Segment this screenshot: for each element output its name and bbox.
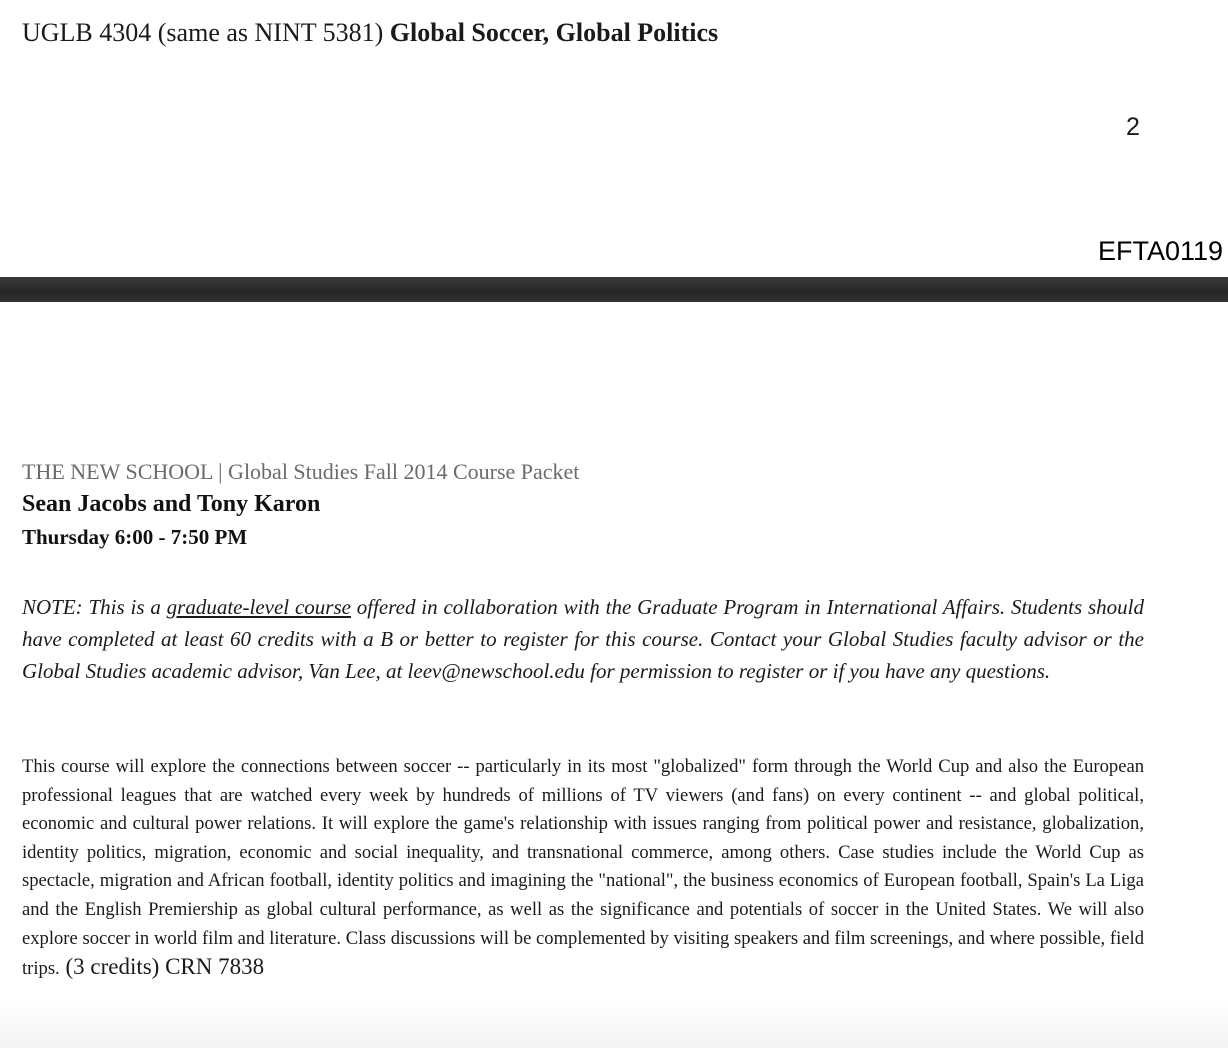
graduate-level-course-link[interactable]: graduate-level course bbox=[166, 595, 351, 619]
page-separator bbox=[0, 277, 1228, 302]
note-text-start: NOTE: This is a bbox=[22, 595, 167, 619]
second-page-fragment bbox=[0, 302, 1228, 1048]
instructors: Sean Jacobs and Tony Karon bbox=[22, 491, 321, 517]
bates-number: EFTA0119 bbox=[1098, 236, 1224, 266]
description-body: This course will explore the connections between soccer -- particularly in its most "globalized" form through the World Cup and also the European professional leagues that are watched every week by hundreds of millions of TV viewers (and fans) on every continent -- and global political, economic and cultural power relations. It will explore the game's relationship with issues ranging from political power and resistance, globalization, identity politics, migration, economic and social inequality, and transnational commerce, among others. Case studies include the World Cup as spectacle, migration and African football, identity politics and imagining the "national", the business economics of European football, Spain's La Liga and the English Premiership as global cultural performance, as well as the significance and potentials of soccer in the United States. We will also explore soccer in world film and literature. Class discussions will be complemented by visiting speakers and film screenings, and where possible, field trips. bbox=[22, 756, 1144, 980]
course-description bbox=[22, 753, 1144, 984]
note-text-end: offered in collaboration with the Graduate Program in International Affairs. Students should have completed at least 60 credits with a B or better to register for this course. Contact your Global Studies faculty advisor or the Global Studies academic advisor, Van Lee, at leev@newschool.edu for permission to register or if you have any questions. bbox=[22, 595, 1144, 683]
course-title: Global Soccer, Global Politics bbox=[389, 18, 719, 47]
top-page-fragment bbox=[0, 0, 1228, 277]
course-code: UGLB 4304 (same as NINT 5381) bbox=[22, 18, 384, 47]
schedule: Thursday 6:00 - 7:50 PM bbox=[22, 525, 248, 549]
registration-note bbox=[22, 591, 1144, 687]
course-header bbox=[22, 16, 718, 50]
school-line: THE NEW SCHOOL | Global Studies Fall 2014 Course Packet bbox=[22, 459, 580, 484]
page-number: 2 bbox=[1126, 113, 1140, 141]
credits-crn: (3 credits) CRN 7838 bbox=[59, 954, 265, 980]
